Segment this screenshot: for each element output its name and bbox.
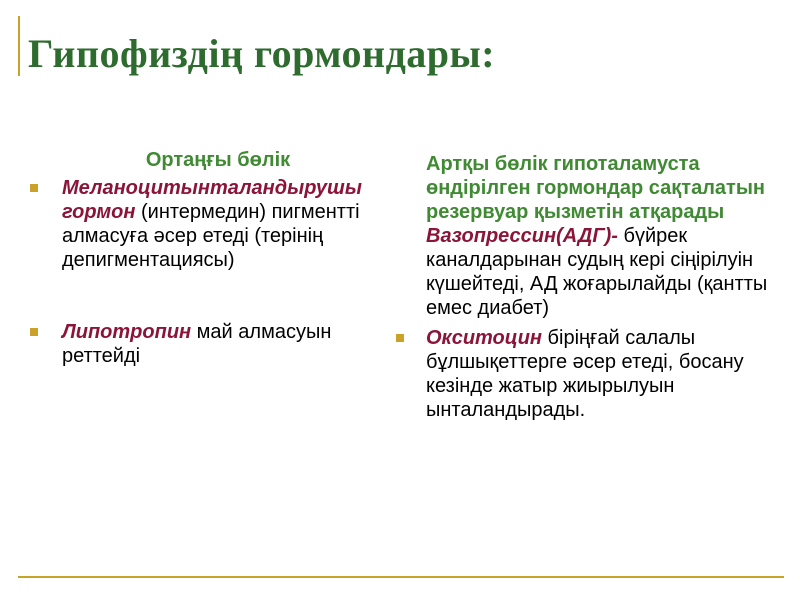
list-item-lipotropin [28, 320, 388, 368]
term-melanocyte: Меланоцитынталандырушы гормон [62, 177, 362, 223]
left-heading: Ортаңғы бөлік [145, 149, 291, 171]
title-accent-line [18, 16, 20, 76]
bottom-divider [18, 576, 784, 578]
text-melanocyte: (интермедин) пигментті алмасуға әсер етеді (терінің депигментациясы) [62, 201, 360, 271]
list-item-oxytocin [388, 326, 788, 422]
text-lipotropin: май алмасуын реттейді [62, 321, 332, 367]
bullet-icon [396, 334, 404, 342]
slide-title: Гипофиздің гормондары: [28, 31, 496, 76]
right-heading: Артқы бөлік гипоталамуста өндірілген гормондар сақталатын резервуар қызметін атқарады [426, 153, 765, 223]
right-block-posterior [388, 152, 788, 320]
text-oxytocin: біріңғай салалы бұлшықеттерге әсер етеді, босану кезінде жатыр жиырылуын ынталандырады. [426, 327, 744, 421]
bullet-icon [30, 328, 38, 336]
left-column [28, 148, 388, 368]
text-vasopressin: бүйрек каналдарынан судың кері сіңірілуін күшейтеді, АД жоғарылайды (қантты емес диабет) [426, 225, 768, 319]
right-column [388, 152, 788, 422]
bullet-icon [30, 184, 38, 192]
term-vasopressin: Вазопрессин(АДГ)- [426, 225, 618, 247]
list-item-melanocyte [28, 176, 388, 272]
term-lipotropin: Липотропин [62, 321, 192, 343]
term-oxytocin: Окситоцин [426, 327, 542, 349]
